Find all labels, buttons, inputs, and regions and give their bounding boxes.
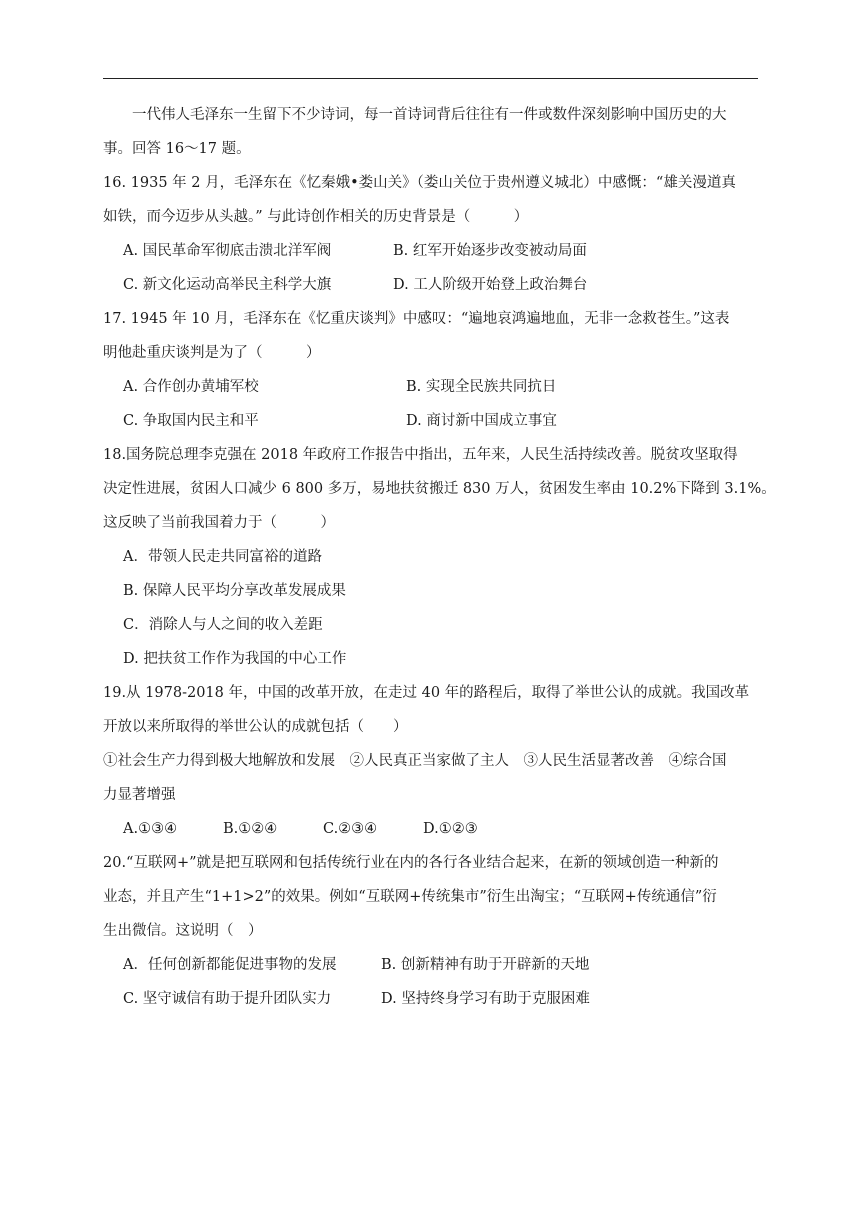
intro-line: 事。回答 16～17 题。 [103, 141, 251, 157]
option-d: D. 工人阶级开始登上政治舞台 [393, 277, 588, 293]
option-c: C.②③④ [323, 821, 378, 837]
option-a: A．任何创新都能促进事物的发展 [123, 957, 337, 973]
option-a: A. 合作创办黄埔军校 [123, 379, 259, 395]
option-b: B. 保障人民平均分享改革发展成果 [123, 583, 346, 599]
option-c: C. 坚守诚信有助于提升团队实力 [123, 991, 332, 1007]
option-a: A.①③④ [123, 821, 178, 837]
option-a: A. 国民革命军彻底击溃北洋军阀 [123, 243, 332, 259]
question-16-stem: 如铁，而今迈步从头越。” 与此诗创作相关的历史背景是（ ） [103, 209, 529, 225]
question-20-stem: 20.“互联网+”就是把互联网和包括传统行业在内的各行各业结合起来，在新的领域创造一种新的 [103, 855, 719, 871]
question-17-stem: 17. 1945 年 10 月，毛泽东在《忆重庆谈判》中感叹：“遍地哀鸿遍地血，无非一念救苍生。”这表 [103, 311, 730, 327]
question-17-stem: 明他赴重庆谈判是为了（ ） [103, 345, 321, 361]
option-d: D. 把扶贫工作作为我国的中心工作 [123, 651, 347, 667]
question-16-options [103, 268, 763, 302]
question-16-stem: 16. 1935 年 2 月，毛泽东在《忆秦娥•娄山关》（娄山关位于贵州遵义城北）中感慨：“雄关漫道真 [103, 175, 736, 191]
option-b: B. 红军开始逐步改变被动局面 [393, 243, 587, 259]
question-18-stem: 这反映了当前我国着力于（ ） [103, 515, 335, 531]
option-c: C. 争取国内民主和平 [123, 413, 259, 429]
option-b: B. 创新精神有助于开辟新的天地 [381, 957, 590, 973]
question-19-stem: 19.从 1978-2018 年，中国的改革开放，在走过 40 年的路程后，取得了举世公认的成就。我国改革 [103, 685, 750, 701]
option-d: D. 坚持终身学习有助于克服困难 [381, 991, 590, 1007]
question-16-options [103, 234, 763, 268]
question-18-stem: 18.国务院总理李克强在 2018 年政府工作报告中指出，五年来，人民生活持续改善。脱贫攻坚取得 [103, 447, 738, 463]
question-17-options [103, 370, 763, 404]
option-d: D.①②③ [423, 821, 478, 837]
question-20-options [103, 948, 763, 982]
question-19-options [103, 812, 763, 846]
question-20-stem: 业态，并且产生“1+1>2”的效果。例如“互联网+传统集市”衍生出淘宝；“互联网+传统通信”衍 [103, 889, 717, 905]
header-rule [103, 78, 758, 79]
question-document [103, 98, 776, 1016]
option-a: A．带领人民走共同富裕的道路 [123, 549, 322, 565]
question-20-stem: 生出微信。这说明（ ） [103, 923, 263, 939]
option-d: D. 商讨新中国成立事宜 [406, 413, 557, 429]
option-b: B. 实现全民族共同抗日 [406, 379, 557, 395]
question-20-options [103, 982, 763, 1016]
question-19-statements: ①社会生产力得到极大地解放和发展 ②人民真正当家做了主人 ③人民生活显著改善 ④综合国 [103, 753, 727, 769]
option-b: B.①②④ [223, 821, 278, 837]
option-c: C．消除人与人之间的收入差距 [123, 617, 323, 633]
question-19-statements: 力显著增强 [103, 787, 176, 803]
question-19-stem: 开放以来所取得的举世公认的成就包括（ ） [103, 719, 408, 735]
intro-line: 一代伟人毛泽东一生留下不少诗词，每一首诗词背后往往有一件或数件深刻影响中国历史的大 [132, 107, 727, 123]
question-17-options [103, 404, 763, 438]
question-18-stem: 决定性进展，贫困人口减少 6 800 多万，易地扶贫搬迁 830 万人，贫困发生率由 10.2%下降到 3.1%。 [103, 481, 776, 497]
option-c: C. 新文化运动高举民主科学大旗 [123, 277, 332, 293]
